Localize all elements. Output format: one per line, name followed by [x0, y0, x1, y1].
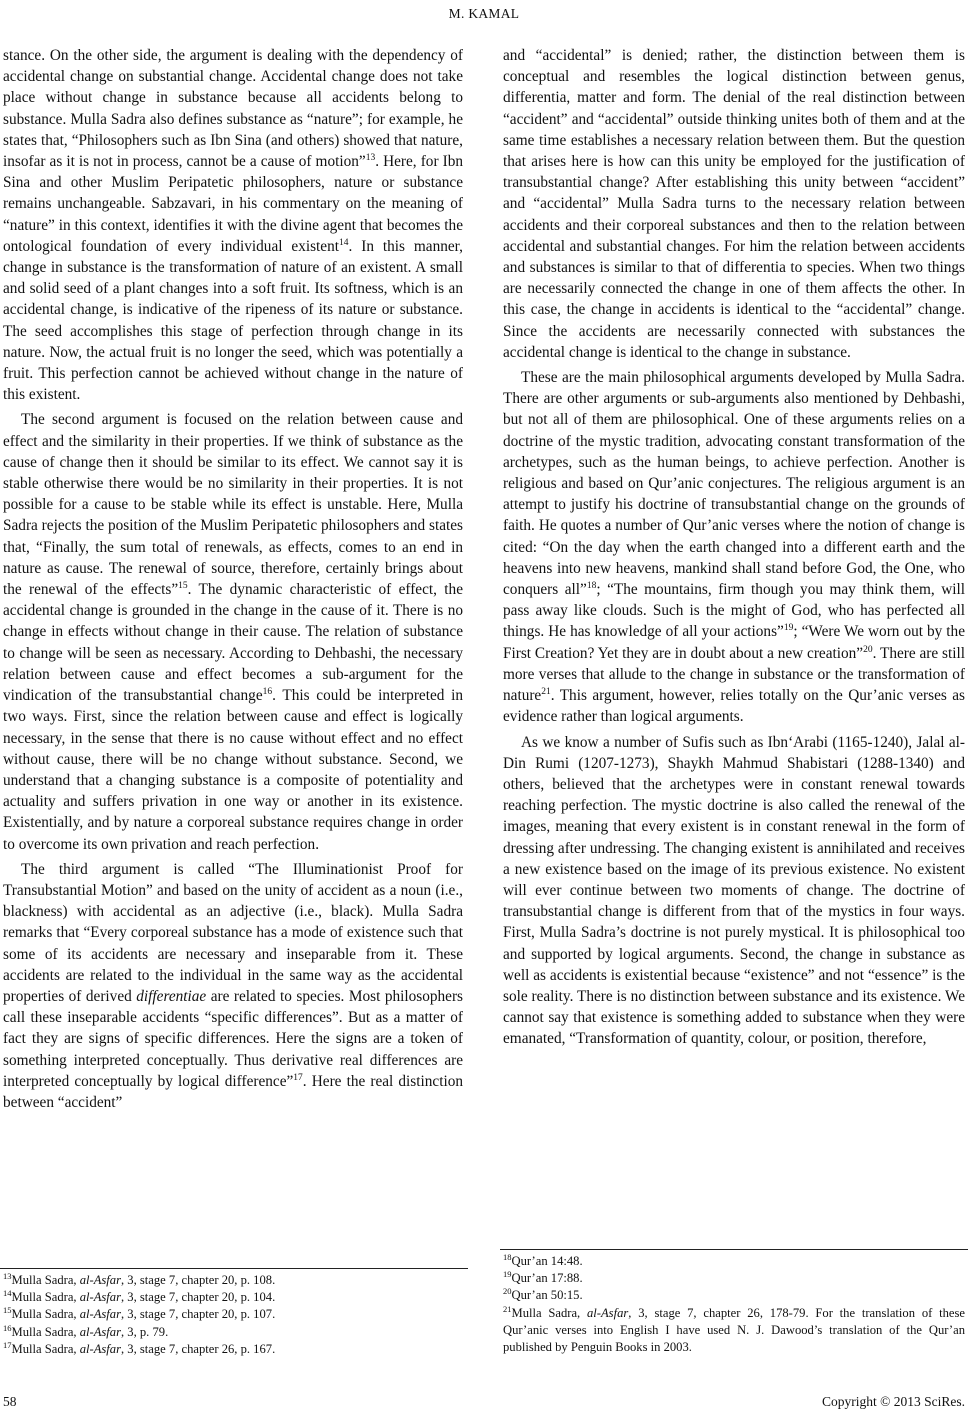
footnote-text: Mulla Sadra,	[11, 1307, 80, 1322]
footnote-text: Qur’an 17:88.	[511, 1271, 583, 1286]
footnote-17	[3, 1341, 463, 1358]
footnote-ref-17[interactable]: 17	[293, 1072, 303, 1083]
footnote-text: Mulla Sadra,	[11, 1273, 80, 1287]
footnote-text: , 3, stage 7, chapter 26, p. 167.	[120, 1341, 276, 1356]
text-run: These are the main philosophical arguments developed by Mulla Sadra. There are other arguments or sub-arguments also mentioned by Dehbashi, but not all of them are philosophical. One of these arguments relies on a doctrine of the mystic tradition, advocating constant transformation of the archetypes, such as the human beings, to achieve perfection. Another is religious and based on Qur’anic conjectures. The religious argument is an attempt to justify his doctrine of transubstantial change on the grounds of faith. He quotes a number of Qur’anic verses where the notion of change is cited: “On the day when the earth changed into a different earth and the heavens into new heavens, mankind shall stand before God, the One, who conquers all”	[503, 369, 965, 599]
right-text-column	[503, 45, 965, 1050]
footnote-18	[503, 1253, 965, 1270]
text-run: As we know a number of Sufis such as Ibn‘Arabi (1165-1240), Jalal al-Din Rumi (1207-1273), Shaykh Mahmud Shabistari (1288-1340) and others, believed that the archetypes were in constant renewal towards reaching perfection. The mystic doctrine is also called the renewal of the images, meaning that every existent is in constant renewal in the form of dressing after undressing. The changing existent is annihilated and receives a new existence based on the image of its previous existence. No existent will ever continue between two moments of change. The doctrine of transubstantial change is different from that of the mystics in four ways. First, Mulla Sadra’s doctrine is not purely mystical. It is philosophical too and supported by logical arguments. Second, the change in substance as well as accidents is existential because “existence” and not “essence” is the sole reality. There is no distinction between substance and its existence. We cannot say that existence is something added to substance when they were emanated, “Transformation of quantity, colour, or position, therefore,	[503, 733, 965, 1048]
footnote-text: Mulla Sadra,	[511, 1305, 587, 1320]
copyright-notice: Copyright © 2013 SciRes.	[821, 1394, 965, 1409]
text-run: stance. On the other side, the argument is dealing with the dependency of accidental change on substantial change. Accidental change does not take place without change in substance because all accidents belong to substance. Mulla Sadra also defines substance as “nature”; for example, he states that, “Philosophers such as Ibn Sina (and others) showed that nature, insofar as it is not in process, cannot be a cause of motion”	[3, 47, 463, 171]
footnote-text: Mulla Sadra,	[11, 1290, 80, 1305]
footnote-divider-left	[0, 1268, 468, 1269]
footnote-number: 21	[503, 1303, 512, 1314]
text-run: . Here the real distinction between “accident”	[3, 1072, 463, 1111]
footnote-ref-19[interactable]: 19	[783, 623, 794, 634]
footnote-text: , 3, stage 7, chapter 26, 178-79. For the translation of these Qur’anic verses into English I have used N. J. Dawood’s translation of the Qur’an published by Penguin Books in 2003.	[503, 1305, 965, 1355]
footnote-ref-15[interactable]: 15	[178, 581, 188, 592]
footnote-text: , 3, stage 7, chapter 20, p. 104.	[120, 1290, 276, 1305]
text-run: . The dynamic characteristic of effect, the accidental change is grounded in the change in the cause of it. There is no change in effects without change in their cause. The relation of substance to change will be seen as necessary. According to Dehbashi, the necessary relation between cause and effect becomes a sub-argument for the vindication of the transubstantial change	[3, 581, 463, 705]
footnote-number: 14	[3, 1288, 12, 1299]
left-text-column	[3, 45, 463, 1113]
footnote-text: , 3, stage 7, chapter 20, p. 108.	[120, 1273, 276, 1287]
text-run: are related to species. Most philosophers call these inseparable accidents “specific differences”. But as a matter of fact they are signs of specific differences. Here the signs are a token of something interpreted conceptually. Thus derivative real differences are interpreted conceptually by logical difference”	[3, 987, 463, 1090]
footnote-text: Qur’an 14:48.	[511, 1254, 583, 1268]
footnote-number: 13	[3, 1271, 12, 1281]
footnote-20	[503, 1287, 965, 1304]
paragraph-continued	[3, 45, 463, 405]
paragraph-other-arguments	[503, 367, 965, 727]
footnote-number: 16	[3, 1322, 12, 1333]
text-run: ; “Were We worn out by the First Creation? Yet they are in doubt about a new creation”	[503, 623, 965, 662]
paragraph-continued	[503, 45, 965, 363]
footnote-ref-18[interactable]: 18	[586, 581, 597, 592]
footnote-text: Qur’an 50:15.	[511, 1288, 583, 1303]
text-run: . This argument, however, relies totally on the Qur’anic verses as evidence rather than logical arguments.	[503, 687, 965, 726]
footnote-ref-13[interactable]: 13	[365, 153, 376, 164]
footnote-text: , 3, stage 7, chapter 20, p. 107.	[120, 1307, 276, 1322]
page-number: 58	[3, 1394, 17, 1409]
footnote-text: Mulla Sadra,	[11, 1324, 80, 1339]
footnote-ref-16[interactable]: 16	[262, 687, 273, 698]
italic-term: differentiae	[136, 987, 207, 1005]
footnote-number: 19	[503, 1269, 512, 1280]
footnotes-left	[3, 1272, 463, 1358]
footnote-21	[503, 1305, 965, 1357]
text-run: . Here, for Ibn Sina and other Muslim Peripatetic philosophers, nature or substance remains unchangeable. Sabzavari, in his commentary on the meaning of “nature” in this context, identifies it with the divine agent that becomes the ontological foundation of every individual existent	[3, 153, 463, 255]
paragraph-second-argument	[3, 409, 463, 854]
footnote-13	[3, 1272, 463, 1289]
text-run: . There are still more verses that allude to the change in substance or the transformation of nature	[503, 644, 965, 705]
text-run: . In this manner, change in substance is the transformation of nature of an existent. A small and solid seed of a plant changes into a soft fruit. Its softness, which is an accidental change, is indicative of the ripeness of its nature or substance. The seed accomplishes this stage of perfection through change in its nature. Now, the actual fruit is no longer the seed, which was potentially a fruit. This perfection cannot be achieved without change in the nature of this existent.	[3, 237, 463, 404]
text-run: ; “The mountains, firm though you may think them, will pass away like clouds. Such is the might of God, who has perfected all things. He has knowledge of all your actions”	[503, 581, 966, 641]
footnote-number: 20	[503, 1286, 512, 1297]
footnote-text: , 3, p. 79.	[120, 1324, 169, 1339]
footnote-title: al-Asfar	[79, 1307, 121, 1322]
text-run: and “accidental” is denied; rather, the distinction between them is conceptual and resembles the logical distinction between genus, differentia, matter and form. The denial of the real distinction between “accident” and “accidental” outside thinking unites both of them and at the same time establishes a necessary relation between them. But the question that arises here is how can this unity be employed for the justification of transubstantial change? After establishing this unity between “accident” and “accidental” Mulla Sadra turns to the necessary relation between accidents and their corporeal substances and then to the relation between accidental and substantial changes. For him the relation between accidents and substances is similar to that of differentia to species. When two things are necessarily connected the change in one of them affects the other. In this case, the change in accidents is identical to the “accidental” change. Since the accidents are necessarily connected with substances the accidental change is identical to the change in substance.	[503, 47, 965, 361]
paragraph-third-argument	[3, 859, 463, 1113]
footnote-number: 18	[503, 1252, 512, 1262]
text-run: The third argument is called “The Illuminationist Proof for Transubstantial Motion” and based on the unity of accident as a noun (i.e., blackness) with accidental as an adjective (i.e., black). Mulla Sadra remarks that “Every corporeal substance has a mode of existence such that some of its accidents are necessary and inseparable from it. These accidents are related to the individual in the same way as the accidental properties of derived	[3, 860, 463, 1005]
footnote-16	[3, 1324, 463, 1341]
footnote-14	[3, 1289, 463, 1306]
footnote-title: al-Asfar	[587, 1305, 629, 1320]
footnote-title: al-Asfar	[79, 1273, 121, 1287]
footnote-ref-21[interactable]: 21	[541, 687, 551, 698]
footnote-divider-right	[500, 1249, 968, 1250]
footnote-number: 17	[3, 1339, 12, 1350]
running-head: M. KAMAL	[448, 6, 520, 21]
footnotes-right	[503, 1253, 965, 1356]
footnote-ref-20[interactable]: 20	[863, 644, 873, 655]
footnote-19	[503, 1270, 965, 1287]
text-run: . This could be interpreted in two ways. First, since the relation between cause and effect is logically necessary, in the sense that there is no cause without effect and no effect without cause, there will be no change without substance. Second, we understand that a changing substance is a composite of potentiality and actuality and suffers privation in one way or another in its existence. Existentially, and by nature a corporeal substance requires change in order to overcome its own privation and reach perfection.	[3, 687, 463, 853]
text-run: The second argument is focused on the relation between cause and effect and the similarity in their properties. If we think of substance as the cause of change then it should be similar to its effect. We cannot say it is stable otherwise there would be no similarity in their properties. It is not possible for a cause to be stable while its effect is unstable. Here, Mulla Sadra rejects the position of the Muslim Peripatetic philosophers and states that, “Finally, the sum total of renewals, as effects, comes to an end in nature as cause. The renewal of source, therefore, certainly brings about the renewal of the effects”	[3, 411, 463, 599]
paragraph-sufis	[503, 732, 965, 1050]
footnote-title: al-Asfar	[79, 1290, 121, 1305]
footnote-number: 15	[3, 1305, 12, 1316]
footnote-15	[3, 1306, 463, 1323]
footnote-ref-14[interactable]: 14	[339, 237, 349, 248]
footnote-title: al-Asfar	[79, 1341, 121, 1356]
footnote-text: Mulla Sadra,	[11, 1341, 80, 1356]
footnote-title: al-Asfar	[79, 1324, 121, 1339]
